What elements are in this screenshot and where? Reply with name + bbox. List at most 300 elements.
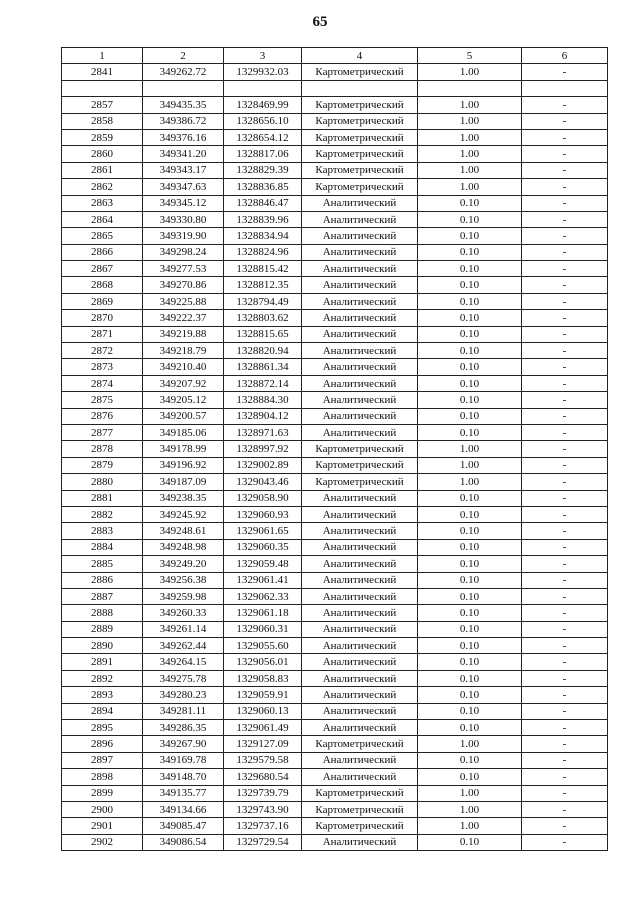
point-number-cell: 2891: [62, 654, 143, 670]
accuracy-cell: 0.10: [418, 293, 522, 309]
note-cell: -: [522, 424, 608, 440]
table-row: [62, 326, 608, 342]
table-row: [62, 687, 608, 703]
table-row: [62, 80, 608, 96]
x-coordinate-cell: 349256.38: [143, 572, 224, 588]
note-cell: -: [522, 146, 608, 162]
note-cell: -: [522, 801, 608, 817]
y-coordinate-cell: 1329061.65: [224, 523, 302, 539]
y-coordinate-cell: 1328846.47: [224, 195, 302, 211]
table-row: [62, 769, 608, 785]
table-row: [62, 736, 608, 752]
y-coordinate-cell: 1329579.58: [224, 752, 302, 768]
coordinates-table: [61, 47, 608, 851]
accuracy-cell: 0.10: [418, 720, 522, 736]
y-coordinate-cell: 1328829.39: [224, 162, 302, 178]
x-coordinate-cell: 349210.40: [143, 359, 224, 375]
note-cell: -: [522, 441, 608, 457]
accuracy-cell: 0.10: [418, 670, 522, 686]
table-row: [62, 834, 608, 850]
y-coordinate-cell: 1328834.94: [224, 228, 302, 244]
accuracy-cell: 0.10: [418, 375, 522, 391]
method-cell: Аналитический: [302, 834, 418, 850]
table-row: [62, 424, 608, 440]
x-coordinate-cell: 349267.90: [143, 736, 224, 752]
x-coordinate-cell: 349262.72: [143, 64, 224, 80]
accuracy-cell: 0.10: [418, 556, 522, 572]
y-coordinate-cell: 1329055.60: [224, 638, 302, 654]
note-cell: -: [522, 293, 608, 309]
table-row: [62, 261, 608, 277]
x-coordinate-cell: 349376.16: [143, 129, 224, 145]
x-coordinate-cell: 349205.12: [143, 392, 224, 408]
point-number-cell: 2887: [62, 588, 143, 604]
method-cell: Аналитический: [302, 293, 418, 309]
method-cell: Аналитический: [302, 588, 418, 604]
point-number-cell: 2863: [62, 195, 143, 211]
table-row: [62, 195, 608, 211]
x-coordinate-cell: 349238.35: [143, 490, 224, 506]
note-cell: -: [522, 572, 608, 588]
note-cell: -: [522, 670, 608, 686]
accuracy-cell: 0.10: [418, 408, 522, 424]
method-cell: Картометрический: [302, 162, 418, 178]
accuracy-cell: 1.00: [418, 801, 522, 817]
table-row: [62, 277, 608, 293]
y-coordinate-cell: 1328469.99: [224, 97, 302, 113]
table-row: [62, 556, 608, 572]
x-coordinate-cell: 349386.72: [143, 113, 224, 129]
x-coordinate-cell: 349264.15: [143, 654, 224, 670]
table-row: [62, 97, 608, 113]
x-coordinate-cell: 349281.11: [143, 703, 224, 719]
accuracy-cell: 0.10: [418, 654, 522, 670]
table-row: [62, 129, 608, 145]
x-coordinate-cell: [143, 80, 224, 96]
note-cell: -: [522, 129, 608, 145]
x-coordinate-cell: 349260.33: [143, 605, 224, 621]
table-row: [62, 785, 608, 801]
point-number-cell: 2882: [62, 506, 143, 522]
method-cell: Аналитический: [302, 523, 418, 539]
table-row: [62, 752, 608, 768]
y-coordinate-cell: 1328839.96: [224, 211, 302, 227]
note-cell: -: [522, 769, 608, 785]
y-coordinate-cell: 1328815.65: [224, 326, 302, 342]
note-cell: -: [522, 638, 608, 654]
x-coordinate-cell: 349222.37: [143, 310, 224, 326]
y-coordinate-cell: 1329061.49: [224, 720, 302, 736]
method-cell: [302, 80, 418, 96]
y-coordinate-cell: 1328904.12: [224, 408, 302, 424]
table-header: [62, 48, 608, 64]
y-coordinate-cell: 1329060.93: [224, 506, 302, 522]
method-cell: Аналитический: [302, 769, 418, 785]
x-coordinate-cell: 349262.44: [143, 638, 224, 654]
y-coordinate-cell: 1329058.90: [224, 490, 302, 506]
table-row: [62, 801, 608, 817]
x-coordinate-cell: 349345.12: [143, 195, 224, 211]
point-number-cell: 2874: [62, 375, 143, 391]
note-cell: -: [522, 703, 608, 719]
note-cell: -: [522, 588, 608, 604]
table-row: [62, 211, 608, 227]
table-row: [62, 343, 608, 359]
x-coordinate-cell: 349219.88: [143, 326, 224, 342]
note-cell: -: [522, 752, 608, 768]
note-cell: -: [522, 343, 608, 359]
method-cell: Картометрический: [302, 785, 418, 801]
accuracy-cell: 0.10: [418, 343, 522, 359]
method-cell: Аналитический: [302, 605, 418, 621]
accuracy-cell: 1.00: [418, 736, 522, 752]
method-cell: Аналитический: [302, 424, 418, 440]
x-coordinate-cell: 349207.92: [143, 375, 224, 391]
point-number-cell: 2864: [62, 211, 143, 227]
point-number-cell: 2841: [62, 64, 143, 80]
note-cell: -: [522, 97, 608, 113]
x-coordinate-cell: 349435.35: [143, 97, 224, 113]
accuracy-cell: 0.10: [418, 687, 522, 703]
note-cell: -: [522, 654, 608, 670]
x-coordinate-cell: 349330.80: [143, 211, 224, 227]
table-row: [62, 375, 608, 391]
x-coordinate-cell: 349225.88: [143, 293, 224, 309]
note-cell: -: [522, 244, 608, 260]
y-coordinate-cell: 1329739.79: [224, 785, 302, 801]
y-coordinate-cell: 1329932.03: [224, 64, 302, 80]
x-coordinate-cell: 349286.35: [143, 720, 224, 736]
y-coordinate-cell: 1329059.48: [224, 556, 302, 572]
x-coordinate-cell: 349275.78: [143, 670, 224, 686]
point-number-cell: 2897: [62, 752, 143, 768]
method-cell: Аналитический: [302, 556, 418, 572]
method-cell: Аналитический: [302, 343, 418, 359]
table-row: [62, 441, 608, 457]
table-row: [62, 113, 608, 129]
point-number-cell: 2888: [62, 605, 143, 621]
point-number-cell: 2868: [62, 277, 143, 293]
x-coordinate-cell: 349196.92: [143, 457, 224, 473]
method-cell: Аналитический: [302, 277, 418, 293]
accuracy-cell: 0.10: [418, 261, 522, 277]
point-number-cell: 2896: [62, 736, 143, 752]
accuracy-cell: 0.10: [418, 359, 522, 375]
y-coordinate-cell: 1328803.62: [224, 310, 302, 326]
table-row: [62, 523, 608, 539]
accuracy-cell: 1.00: [418, 785, 522, 801]
accuracy-cell: 0.10: [418, 490, 522, 506]
accuracy-cell: 0.10: [418, 244, 522, 260]
note-cell: -: [522, 113, 608, 129]
point-number-cell: 2902: [62, 834, 143, 850]
y-coordinate-cell: 1328817.06: [224, 146, 302, 162]
accuracy-cell: 0.10: [418, 523, 522, 539]
header-cell-6: 6: [522, 48, 608, 64]
y-coordinate-cell: 1328836.85: [224, 179, 302, 195]
method-cell: Картометрический: [302, 97, 418, 113]
y-coordinate-cell: 1329060.31: [224, 621, 302, 637]
accuracy-cell: 0.10: [418, 703, 522, 719]
table-row: [62, 490, 608, 506]
note-cell: -: [522, 539, 608, 555]
method-cell: Аналитический: [302, 359, 418, 375]
y-coordinate-cell: 1329743.90: [224, 801, 302, 817]
table-row: [62, 392, 608, 408]
method-cell: Аналитический: [302, 720, 418, 736]
table-row: [62, 310, 608, 326]
point-number-cell: 2861: [62, 162, 143, 178]
x-coordinate-cell: 349086.54: [143, 834, 224, 850]
note-cell: -: [522, 326, 608, 342]
y-coordinate-cell: 1329043.46: [224, 474, 302, 490]
table-row: [62, 588, 608, 604]
accuracy-cell: 1.00: [418, 97, 522, 113]
method-cell: Аналитический: [302, 261, 418, 277]
note-cell: -: [522, 523, 608, 539]
point-number-cell: 2880: [62, 474, 143, 490]
method-cell: Аналитический: [302, 244, 418, 260]
note-cell: -: [522, 457, 608, 473]
note-cell: [522, 80, 608, 96]
accuracy-cell: 1.00: [418, 64, 522, 80]
accuracy-cell: 1.00: [418, 441, 522, 457]
table-row: [62, 474, 608, 490]
table-row: [62, 179, 608, 195]
point-number-cell: 2899: [62, 785, 143, 801]
accuracy-cell: 1.00: [418, 179, 522, 195]
y-coordinate-cell: 1328971.63: [224, 424, 302, 440]
method-cell: Аналитический: [302, 638, 418, 654]
note-cell: -: [522, 556, 608, 572]
table-row: [62, 506, 608, 522]
table-row: [62, 720, 608, 736]
method-cell: Аналитический: [302, 621, 418, 637]
note-cell: -: [522, 408, 608, 424]
accuracy-cell: 0.10: [418, 310, 522, 326]
method-cell: Картометрический: [302, 146, 418, 162]
x-coordinate-cell: 349245.92: [143, 506, 224, 522]
y-coordinate-cell: 1329729.54: [224, 834, 302, 850]
header-cell-5: 5: [418, 48, 522, 64]
y-coordinate-cell: 1329062.33: [224, 588, 302, 604]
point-number-cell: 2898: [62, 769, 143, 785]
note-cell: -: [522, 261, 608, 277]
accuracy-cell: 0.10: [418, 392, 522, 408]
accuracy-cell: 1.00: [418, 113, 522, 129]
point-number-cell: 2878: [62, 441, 143, 457]
x-coordinate-cell: 349261.14: [143, 621, 224, 637]
note-cell: -: [522, 818, 608, 834]
accuracy-cell: 0.10: [418, 769, 522, 785]
accuracy-cell: 0.10: [418, 752, 522, 768]
point-number-cell: 2877: [62, 424, 143, 440]
method-cell: Аналитический: [302, 392, 418, 408]
method-cell: Аналитический: [302, 195, 418, 211]
y-coordinate-cell: 1328656.10: [224, 113, 302, 129]
y-coordinate-cell: 1329002.89: [224, 457, 302, 473]
x-coordinate-cell: 349085.47: [143, 818, 224, 834]
accuracy-cell: 1.00: [418, 457, 522, 473]
y-coordinate-cell: 1328872.14: [224, 375, 302, 391]
accuracy-cell: 1.00: [418, 129, 522, 145]
note-cell: -: [522, 687, 608, 703]
method-cell: Аналитический: [302, 539, 418, 555]
x-coordinate-cell: 349270.86: [143, 277, 224, 293]
note-cell: -: [522, 179, 608, 195]
x-coordinate-cell: 349343.17: [143, 162, 224, 178]
x-coordinate-cell: 349178.99: [143, 441, 224, 457]
table-row: [62, 703, 608, 719]
x-coordinate-cell: 349169.78: [143, 752, 224, 768]
point-number-cell: 2876: [62, 408, 143, 424]
x-coordinate-cell: 349248.98: [143, 539, 224, 555]
point-number-cell: 2883: [62, 523, 143, 539]
table-row: [62, 818, 608, 834]
point-number-cell: 2870: [62, 310, 143, 326]
table-row: [62, 457, 608, 473]
x-coordinate-cell: 349259.98: [143, 588, 224, 604]
y-coordinate-cell: 1328824.96: [224, 244, 302, 260]
accuracy-cell: 0.10: [418, 195, 522, 211]
x-coordinate-cell: 349249.20: [143, 556, 224, 572]
y-coordinate-cell: 1329737.16: [224, 818, 302, 834]
method-cell: Аналитический: [302, 408, 418, 424]
point-number-cell: 2890: [62, 638, 143, 654]
method-cell: Аналитический: [302, 670, 418, 686]
accuracy-cell: 0.10: [418, 228, 522, 244]
point-number-cell: 2881: [62, 490, 143, 506]
y-coordinate-cell: 1329060.13: [224, 703, 302, 719]
method-cell: Картометрический: [302, 457, 418, 473]
y-coordinate-cell: 1328997.92: [224, 441, 302, 457]
note-cell: -: [522, 720, 608, 736]
header-cell-2: 2: [143, 48, 224, 64]
y-coordinate-cell: 1328820.94: [224, 343, 302, 359]
note-cell: -: [522, 490, 608, 506]
accuracy-cell: 0.10: [418, 424, 522, 440]
point-number-cell: 2892: [62, 670, 143, 686]
note-cell: -: [522, 277, 608, 293]
point-number-cell: 2859: [62, 129, 143, 145]
table-row: [62, 539, 608, 555]
table-row: [62, 572, 608, 588]
table-body: [62, 64, 608, 851]
accuracy-cell: 0.10: [418, 506, 522, 522]
accuracy-cell: 0.10: [418, 277, 522, 293]
method-cell: Картометрический: [302, 129, 418, 145]
point-number-cell: 2871: [62, 326, 143, 342]
point-number-cell: 2901: [62, 818, 143, 834]
y-coordinate-cell: 1328654.12: [224, 129, 302, 145]
method-cell: Аналитический: [302, 572, 418, 588]
x-coordinate-cell: 349148.70: [143, 769, 224, 785]
table-row: [62, 64, 608, 80]
y-coordinate-cell: 1329056.01: [224, 654, 302, 670]
accuracy-cell: 0.10: [418, 572, 522, 588]
note-cell: -: [522, 211, 608, 227]
y-coordinate-cell: 1329058.83: [224, 670, 302, 686]
header-cell-3: 3: [224, 48, 302, 64]
table-row: [62, 293, 608, 309]
accuracy-cell: 1.00: [418, 146, 522, 162]
method-cell: Аналитический: [302, 490, 418, 506]
method-cell: Аналитический: [302, 228, 418, 244]
x-coordinate-cell: 349134.66: [143, 801, 224, 817]
table-row: [62, 162, 608, 178]
y-coordinate-cell: 1328884.30: [224, 392, 302, 408]
table-row: [62, 654, 608, 670]
y-coordinate-cell: 1329127.09: [224, 736, 302, 752]
point-number-cell: 2866: [62, 244, 143, 260]
method-cell: Аналитический: [302, 703, 418, 719]
y-coordinate-cell: 1329061.18: [224, 605, 302, 621]
x-coordinate-cell: 349218.79: [143, 343, 224, 359]
table-row: [62, 244, 608, 260]
accuracy-cell: 0.10: [418, 605, 522, 621]
note-cell: -: [522, 506, 608, 522]
header-cell-4: 4: [302, 48, 418, 64]
note-cell: -: [522, 195, 608, 211]
accuracy-cell: 0.10: [418, 588, 522, 604]
y-coordinate-cell: 1328812.35: [224, 277, 302, 293]
y-coordinate-cell: 1329061.41: [224, 572, 302, 588]
x-coordinate-cell: 349200.57: [143, 408, 224, 424]
note-cell: -: [522, 162, 608, 178]
x-coordinate-cell: 349347.63: [143, 179, 224, 195]
note-cell: -: [522, 736, 608, 752]
y-coordinate-cell: 1328794.49: [224, 293, 302, 309]
table-row: [62, 638, 608, 654]
point-number-cell: 2862: [62, 179, 143, 195]
y-coordinate-cell: 1329060.35: [224, 539, 302, 555]
x-coordinate-cell: 349185.06: [143, 424, 224, 440]
y-coordinate-cell: [224, 80, 302, 96]
table-row: [62, 408, 608, 424]
note-cell: -: [522, 834, 608, 850]
point-number-cell: 2895: [62, 720, 143, 736]
x-coordinate-cell: 349187.09: [143, 474, 224, 490]
method-cell: Аналитический: [302, 654, 418, 670]
method-cell: Картометрический: [302, 64, 418, 80]
y-coordinate-cell: 1329680.54: [224, 769, 302, 785]
table-row: [62, 228, 608, 244]
note-cell: -: [522, 785, 608, 801]
method-cell: Картометрический: [302, 179, 418, 195]
point-number-cell: [62, 80, 143, 96]
point-number-cell: 2857: [62, 97, 143, 113]
accuracy-cell: 1.00: [418, 818, 522, 834]
point-number-cell: 2858: [62, 113, 143, 129]
x-coordinate-cell: 349341.20: [143, 146, 224, 162]
method-cell: Картометрический: [302, 818, 418, 834]
method-cell: Картометрический: [302, 113, 418, 129]
method-cell: Картометрический: [302, 474, 418, 490]
table-row: [62, 621, 608, 637]
method-cell: Аналитический: [302, 752, 418, 768]
point-number-cell: 2867: [62, 261, 143, 277]
point-number-cell: 2860: [62, 146, 143, 162]
point-number-cell: 2900: [62, 801, 143, 817]
method-cell: Аналитический: [302, 326, 418, 342]
method-cell: Аналитический: [302, 375, 418, 391]
accuracy-cell: 1.00: [418, 162, 522, 178]
method-cell: Аналитический: [302, 211, 418, 227]
point-number-cell: 2869: [62, 293, 143, 309]
method-cell: Аналитический: [302, 310, 418, 326]
x-coordinate-cell: 349135.77: [143, 785, 224, 801]
x-coordinate-cell: 349248.61: [143, 523, 224, 539]
